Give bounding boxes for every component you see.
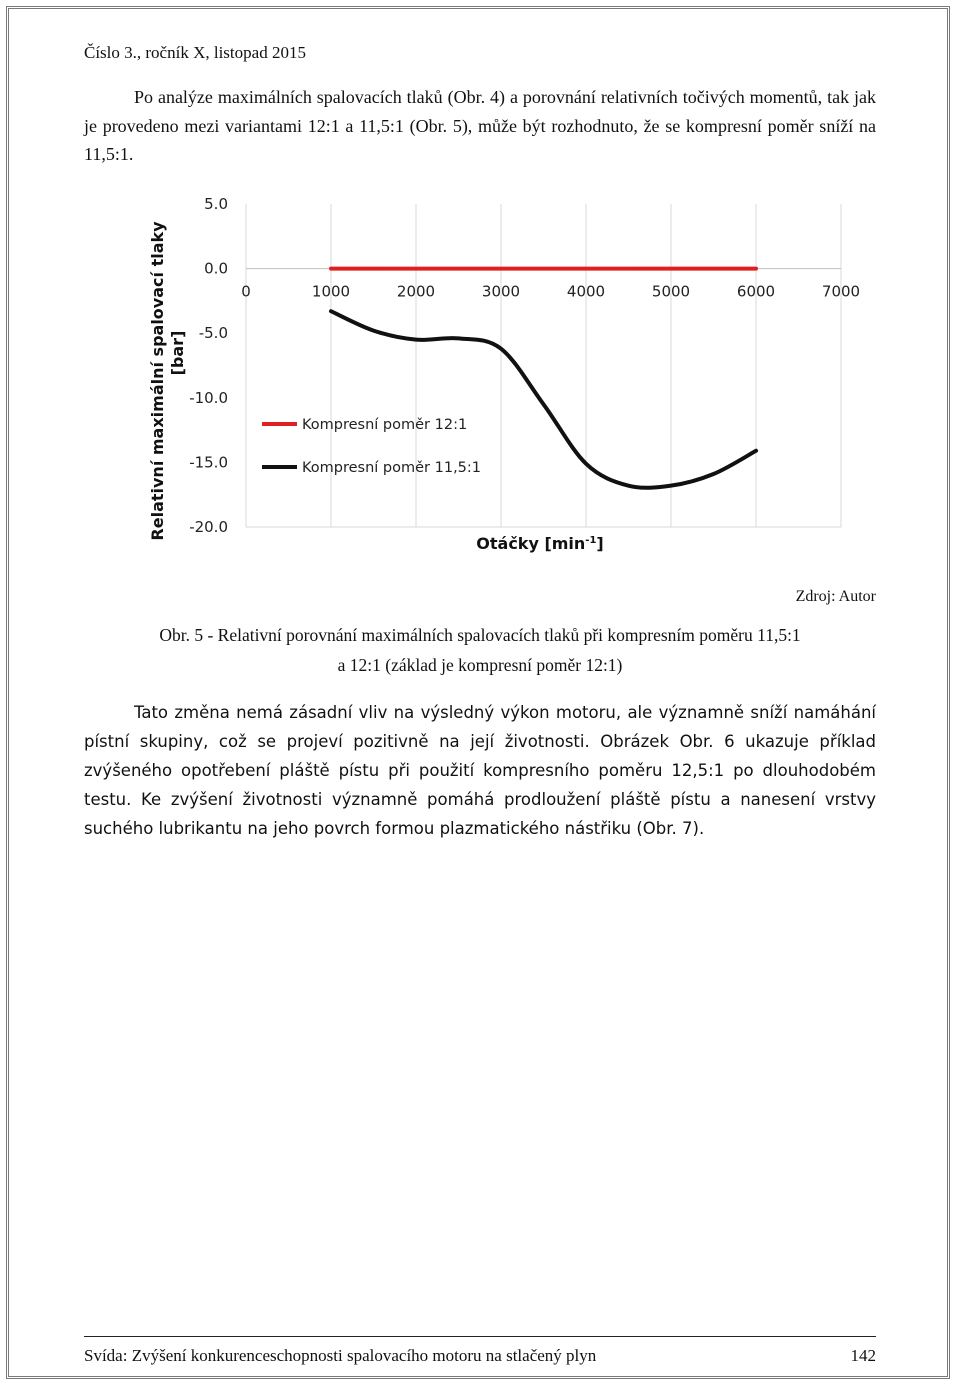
x-axis-label-sup: -1	[585, 535, 597, 546]
chart-grid	[246, 204, 841, 527]
footer-citation: Svída: Zvýšení konkurenceschopnosti spalovacího motoru na stlačený plyn	[84, 1346, 597, 1365]
chart-legend	[262, 417, 481, 476]
x-axis-label-main: Otáčky [min	[476, 534, 586, 553]
page-number: 142	[850, 1346, 876, 1365]
figure-caption	[84, 620, 876, 680]
caption-line-2: a 12:1 (základ je kompresní poměr 12:1)	[337, 655, 623, 675]
y-tick-label: -10.0	[189, 388, 228, 407]
y-tick-label: -20.0	[189, 518, 228, 536]
x-axis-label	[476, 534, 603, 553]
y-tick-label: 5.0	[204, 195, 228, 213]
x-tick-label: 1000	[311, 282, 351, 301]
x-tick-label: 3000	[481, 282, 521, 301]
y-tick-label: -5.0	[198, 324, 228, 343]
legend-label: Kompresní poměr 12:1	[302, 417, 468, 433]
body-paragraph: Tato změna nemá zásadní vliv na výsledný výkon motoru, ale významně sníží namáhání pístní skupiny, což se projeví pozitivně na její životnosti. Obrázek Obr. 6 ukazuje příklad zvýšeného opotřebení pláště pístu při použití kompresního poměru 12,5:1 po dlouhodobém testu. Ke zvýšení životnosti významně pomáhá prodloužení pláště pístu a nanesení vrstvy suchého lubrikantu na jeho povrch formou plazmatického nástřiku (Obr. 7).	[84, 703, 876, 838]
y-axis-label: Relativní maximální spalovací tlaky	[148, 221, 167, 541]
y-axis-unit: [bar]	[168, 330, 187, 376]
x-tick-labels	[241, 283, 860, 301]
x-tick-label: 5000	[651, 282, 691, 301]
x-tick-label: 0	[241, 282, 251, 301]
y-tick-label: -15.0	[189, 453, 228, 472]
caption-line-1: Obr. 5 - Relativní porovnání maximálních spalovacích tlaků při kompresním poměru 11,5:1	[159, 625, 801, 645]
x-tick-label: 6000	[736, 282, 776, 301]
y-tick-labels	[189, 195, 228, 536]
x-tick-label: 4000	[566, 282, 606, 301]
y-tick-label: 0.0	[204, 259, 228, 278]
pressure-chart	[140, 190, 860, 560]
chart-series	[331, 269, 756, 488]
x-tick-label: 7000	[821, 282, 860, 301]
footer-rule	[84, 1336, 876, 1337]
x-tick-label: 2000	[396, 282, 436, 301]
figure-source: Zdroj: Autor	[795, 588, 876, 605]
x-axis-label-end: ]	[596, 534, 604, 553]
intro-paragraph: Po analýze maximálních spalovacích tlaků (Obr. 4) a porovnání relativních točivých momentů, tak jak je provedeno mezi variantami 12:1 a 11,5:1 (Obr. 5), může být rozhodnuto, že se kompresní poměr sníží na 11,5:1.	[84, 87, 876, 164]
legend-label: Kompresní poměr 11,5:1	[302, 460, 482, 476]
journal-header: Číslo 3., ročník X, listopad 2015	[84, 43, 306, 62]
